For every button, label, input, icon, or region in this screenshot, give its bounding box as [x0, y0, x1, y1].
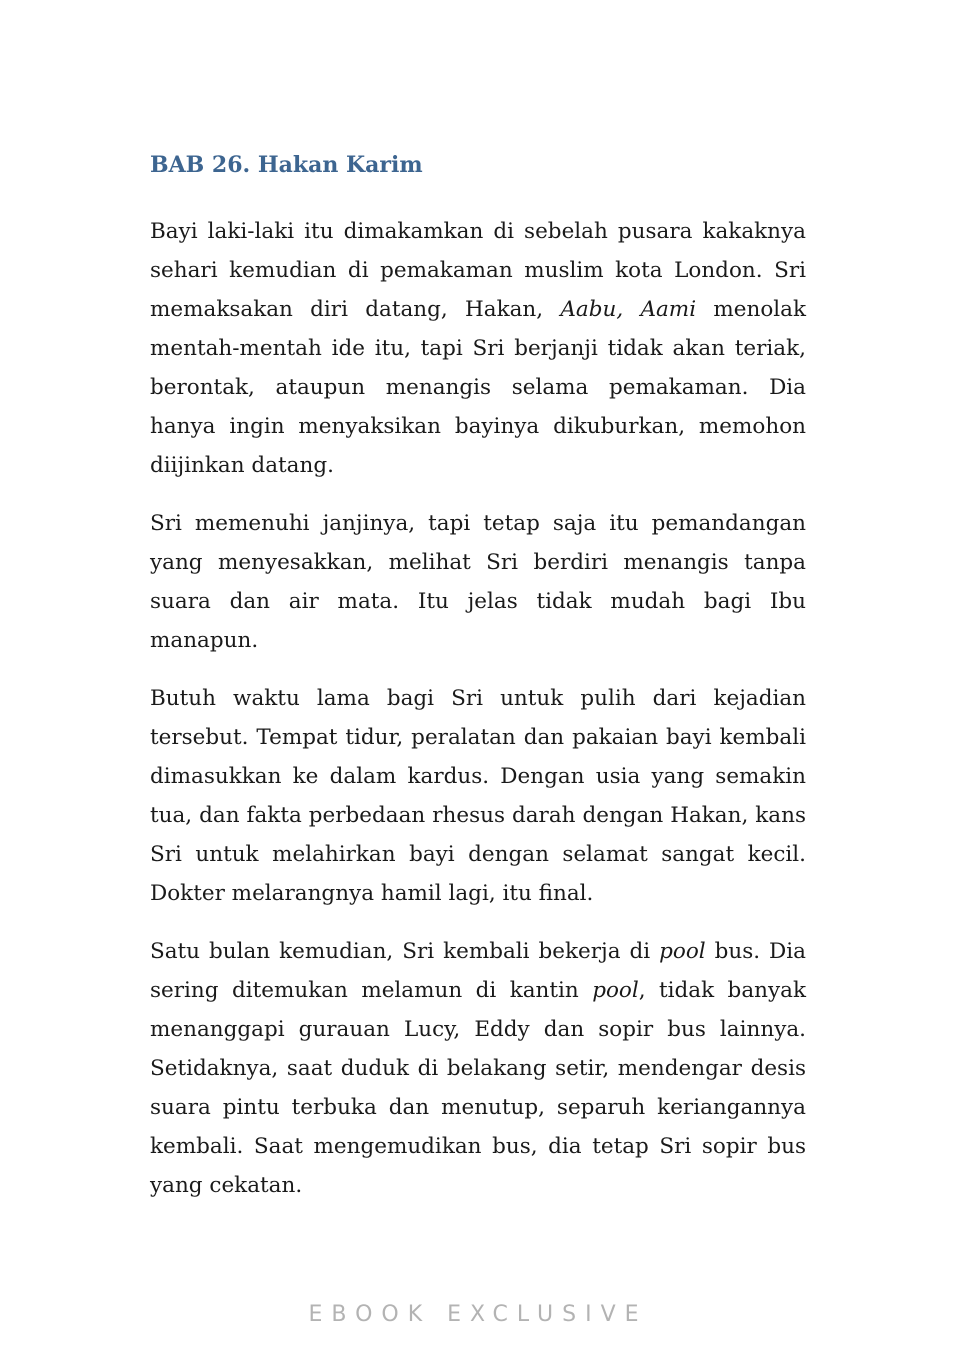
italic-run: Aabu, Aami	[560, 297, 697, 322]
paragraph	[150, 932, 806, 1198]
paragraph	[150, 504, 806, 660]
text-run: bus. Dia sering ditemukan melamun di kantin	[150, 939, 806, 1003]
text-run: Sri memenuhi janjinya, tapi tetap saja itu pemandangan yang menyesakkan, melihat Sri berdiri menangis tanpa suara dan air mata. Itu jelas tidak mudah bagi Ibu manapun.	[150, 511, 806, 653]
text-run: Butuh waktu lama bagi Sri untuk pulih dari kejadian tersebut. Tempat tidur, peralatan dan pakaian bayi kembali dimasukkan ke dalam kardus. Dengan usia yang semakin tua, dan fakta perbedaan rhesus darah dengan Hakan, kans Sri untuk melahirkan bayi dengan selamat sangat kecil. Dokter melarangnya hamil lagi, itu final.	[150, 686, 806, 906]
text-run: , tidak banyak menanggapi gurauan Lucy, Eddy dan sopir bus lainnya. Setidaknya, saat duduk di belakang setir, mendengar desis suara pintu terbuka dan menutup, separuh keriangannya kembali. Saat mengemudikan bus, dia tetap Sri sopir bus yang cekatan.	[150, 978, 806, 1198]
text-run: Bayi laki-laki itu dimakamkan di sebelah pusara kakaknya sehari kemudian di pemakaman muslim kota London. Sri memaksakan diri datang, Hakan,	[150, 219, 806, 322]
paragraph	[150, 212, 806, 485]
text-run: Satu bulan kemudian, Sri kembali bekerja di	[150, 939, 660, 964]
chapter-body	[150, 212, 806, 1198]
chapter-title: BAB 26. Hakan Karim	[150, 152, 423, 178]
text-run: menolak mentah-mentah ide itu, tapi Sri berjanji tidak akan teriak, berontak, ataupun menangis selama pemakaman. Dia hanya ingin menyaksikan bayinya dikuburkan, memohon diijinkan datang.	[150, 297, 806, 478]
footer-watermark: EBOOK EXCLUSIVE	[308, 1302, 648, 1327]
paragraph	[150, 679, 806, 913]
italic-run: pool	[659, 939, 706, 964]
italic-run: pool	[592, 978, 639, 1003]
